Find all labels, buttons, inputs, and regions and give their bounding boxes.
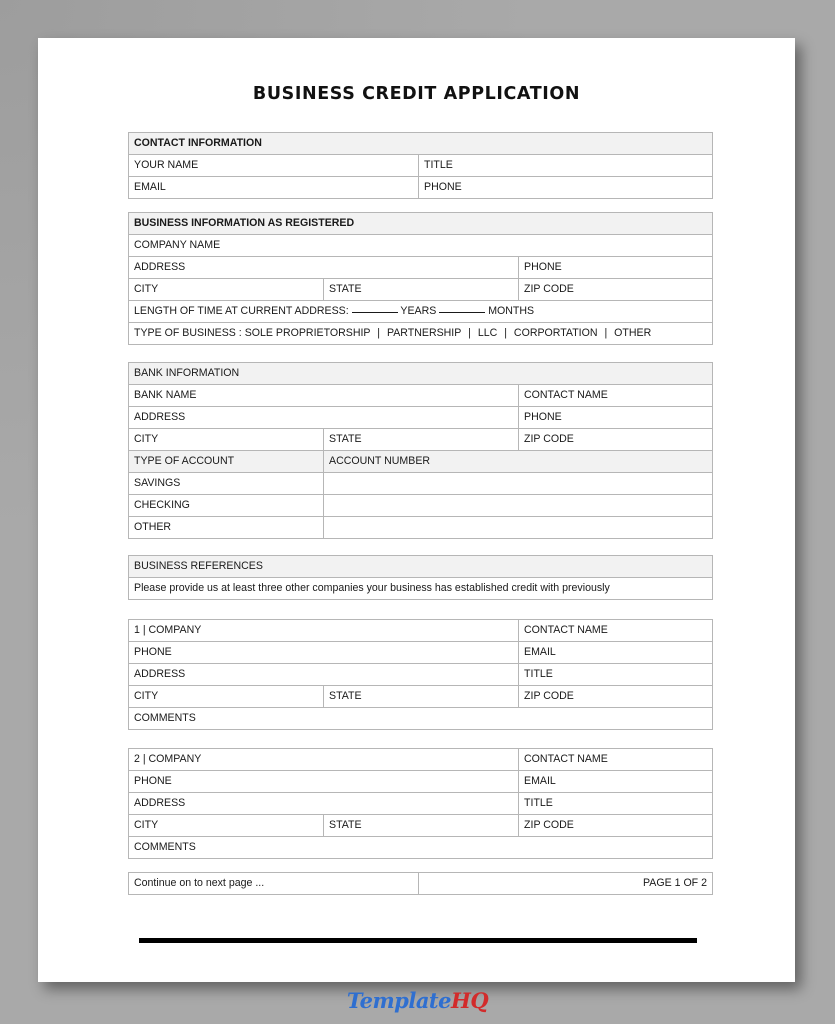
field-ref2-address[interactable]: ADDRESS [129,793,519,815]
watermark-template-text: Template [346,988,451,1013]
field-ref2-contact-name[interactable]: CONTACT NAME [519,749,713,771]
table-row [129,279,713,301]
option-llc[interactable]: LLC [477,327,498,340]
label-account-checking: CHECKING [129,495,324,517]
business-references-table [128,555,713,600]
page-title: BUSINESS CREDIT APPLICATION [252,84,581,104]
field-title[interactable]: TITLE [419,155,713,177]
table-row [129,257,713,279]
document-page [38,38,795,982]
business-information-header: BUSINESS INFORMATION AS REGISTERED [129,213,713,235]
business-references-instruction: Please provide us at least three other companies your business has established credit with previously [129,578,713,600]
field-phone[interactable]: PHONE [419,177,713,199]
field-bank-city[interactable]: CITY [129,429,324,451]
field-bank-state[interactable]: STATE [324,429,519,451]
field-ref2-title[interactable]: TITLE [519,793,713,815]
field-bank-address[interactable]: ADDRESS [129,407,519,429]
field-business-state[interactable]: STATE [324,279,519,301]
field-ref1-zip[interactable]: ZIP CODE [519,686,713,708]
business-information-table [128,212,713,345]
table-row [129,578,713,600]
field-bank-contact-name[interactable]: CONTACT NAME [519,385,713,407]
field-ref2-state[interactable]: STATE [324,815,519,837]
bank-information-table [128,362,713,539]
field-type-of-business[interactable] [129,323,713,345]
field-ref2-zip[interactable]: ZIP CODE [519,815,713,837]
field-length-of-time[interactable] [129,301,713,323]
option-separator: | [504,327,507,340]
field-business-phone[interactable]: PHONE [519,257,713,279]
field-ref2-email[interactable]: EMAIL [519,771,713,793]
years-label: YEARS [400,305,437,318]
field-ref2-comments[interactable]: COMMENTS [129,837,713,859]
table-row [129,815,713,837]
label-type-of-account: TYPE OF ACCOUNT [129,451,324,473]
field-ref1-city[interactable]: CITY [129,686,324,708]
field-bank-phone[interactable]: PHONE [519,407,713,429]
table-row [129,177,713,199]
option-partnership[interactable]: PARTNERSHIP [386,327,462,340]
table-row [129,642,713,664]
table-row [129,517,713,539]
field-ref1-email[interactable]: EMAIL [519,642,713,664]
option-separator: | [468,327,471,340]
table-row [129,771,713,793]
type-of-business-label: TYPE OF BUSINESS : [134,327,242,340]
field-ref1-state[interactable]: STATE [324,686,519,708]
months-blank[interactable] [439,312,485,313]
watermark-hq-text: HQ [451,988,489,1013]
table-row [129,429,713,451]
label-account-other: OTHER [129,517,324,539]
table-row [129,133,713,155]
field-business-address[interactable]: ADDRESS [129,257,519,279]
table-row [129,363,713,385]
field-checking-account-number[interactable] [324,495,713,517]
field-ref2-company[interactable]: 2 | COMPANY [129,749,519,771]
option-sole-proprietorship[interactable]: SOLE PROPRIETORSHIP [244,327,371,340]
table-row [129,556,713,578]
field-business-city[interactable]: CITY [129,279,324,301]
length-of-time-label: LENGTH OF TIME AT CURRENT ADDRESS: [134,305,349,318]
reference-2-table [128,748,713,859]
business-references-header: BUSINESS REFERENCES [129,556,713,578]
table-row [129,385,713,407]
table-row [129,664,713,686]
field-ref1-contact-name[interactable]: CONTACT NAME [519,620,713,642]
table-row [129,749,713,771]
templatehq-watermark [0,988,835,1013]
table-row [129,155,713,177]
field-other-account-number[interactable] [324,517,713,539]
field-company-name[interactable]: COMPANY NAME [129,235,713,257]
table-row [129,213,713,235]
field-ref2-city[interactable]: CITY [129,815,324,837]
field-business-zip[interactable]: ZIP CODE [519,279,713,301]
field-your-name[interactable]: YOUR NAME [129,155,419,177]
table-row [129,873,713,895]
contact-information-header: CONTACT INFORMATION [129,133,713,155]
months-label: MONTHS [488,305,535,318]
field-bank-zip[interactable]: ZIP CODE [519,429,713,451]
table-row [129,686,713,708]
contact-information-table [128,132,713,199]
table-row [129,620,713,642]
field-bank-name[interactable]: BANK NAME [129,385,519,407]
table-row [129,708,713,730]
table-row [129,451,713,473]
footer-rule [139,938,697,943]
label-account-savings: SAVINGS [129,473,324,495]
field-ref1-title[interactable]: TITLE [519,664,713,686]
option-other[interactable]: OTHER [614,327,652,340]
field-ref1-address[interactable]: ADDRESS [129,664,519,686]
table-row [129,495,713,517]
field-ref2-phone[interactable]: PHONE [129,771,519,793]
field-ref1-comments[interactable]: COMMENTS [129,708,713,730]
field-email[interactable]: EMAIL [129,177,419,199]
table-row [129,473,713,495]
table-row [129,793,713,815]
table-row [129,323,713,345]
label-account-number: ACCOUNT NUMBER [324,451,713,473]
continue-note: Continue on to next page ... [129,873,419,895]
years-blank[interactable] [352,312,398,313]
option-corporation[interactable]: CORPORTATION [513,327,598,340]
option-separator: | [377,327,380,340]
table-row [129,407,713,429]
field-ref1-company[interactable]: 1 | COMPANY [129,620,519,642]
table-row [129,837,713,859]
table-row [129,301,713,323]
page-indicator: PAGE 1 OF 2 [419,873,713,895]
field-savings-account-number[interactable] [324,473,713,495]
footer-table [128,872,713,895]
reference-1-table [128,619,713,730]
bank-information-header: BANK INFORMATION [129,363,713,385]
field-ref1-phone[interactable]: PHONE [129,642,519,664]
option-separator: | [604,327,608,340]
table-row [129,235,713,257]
